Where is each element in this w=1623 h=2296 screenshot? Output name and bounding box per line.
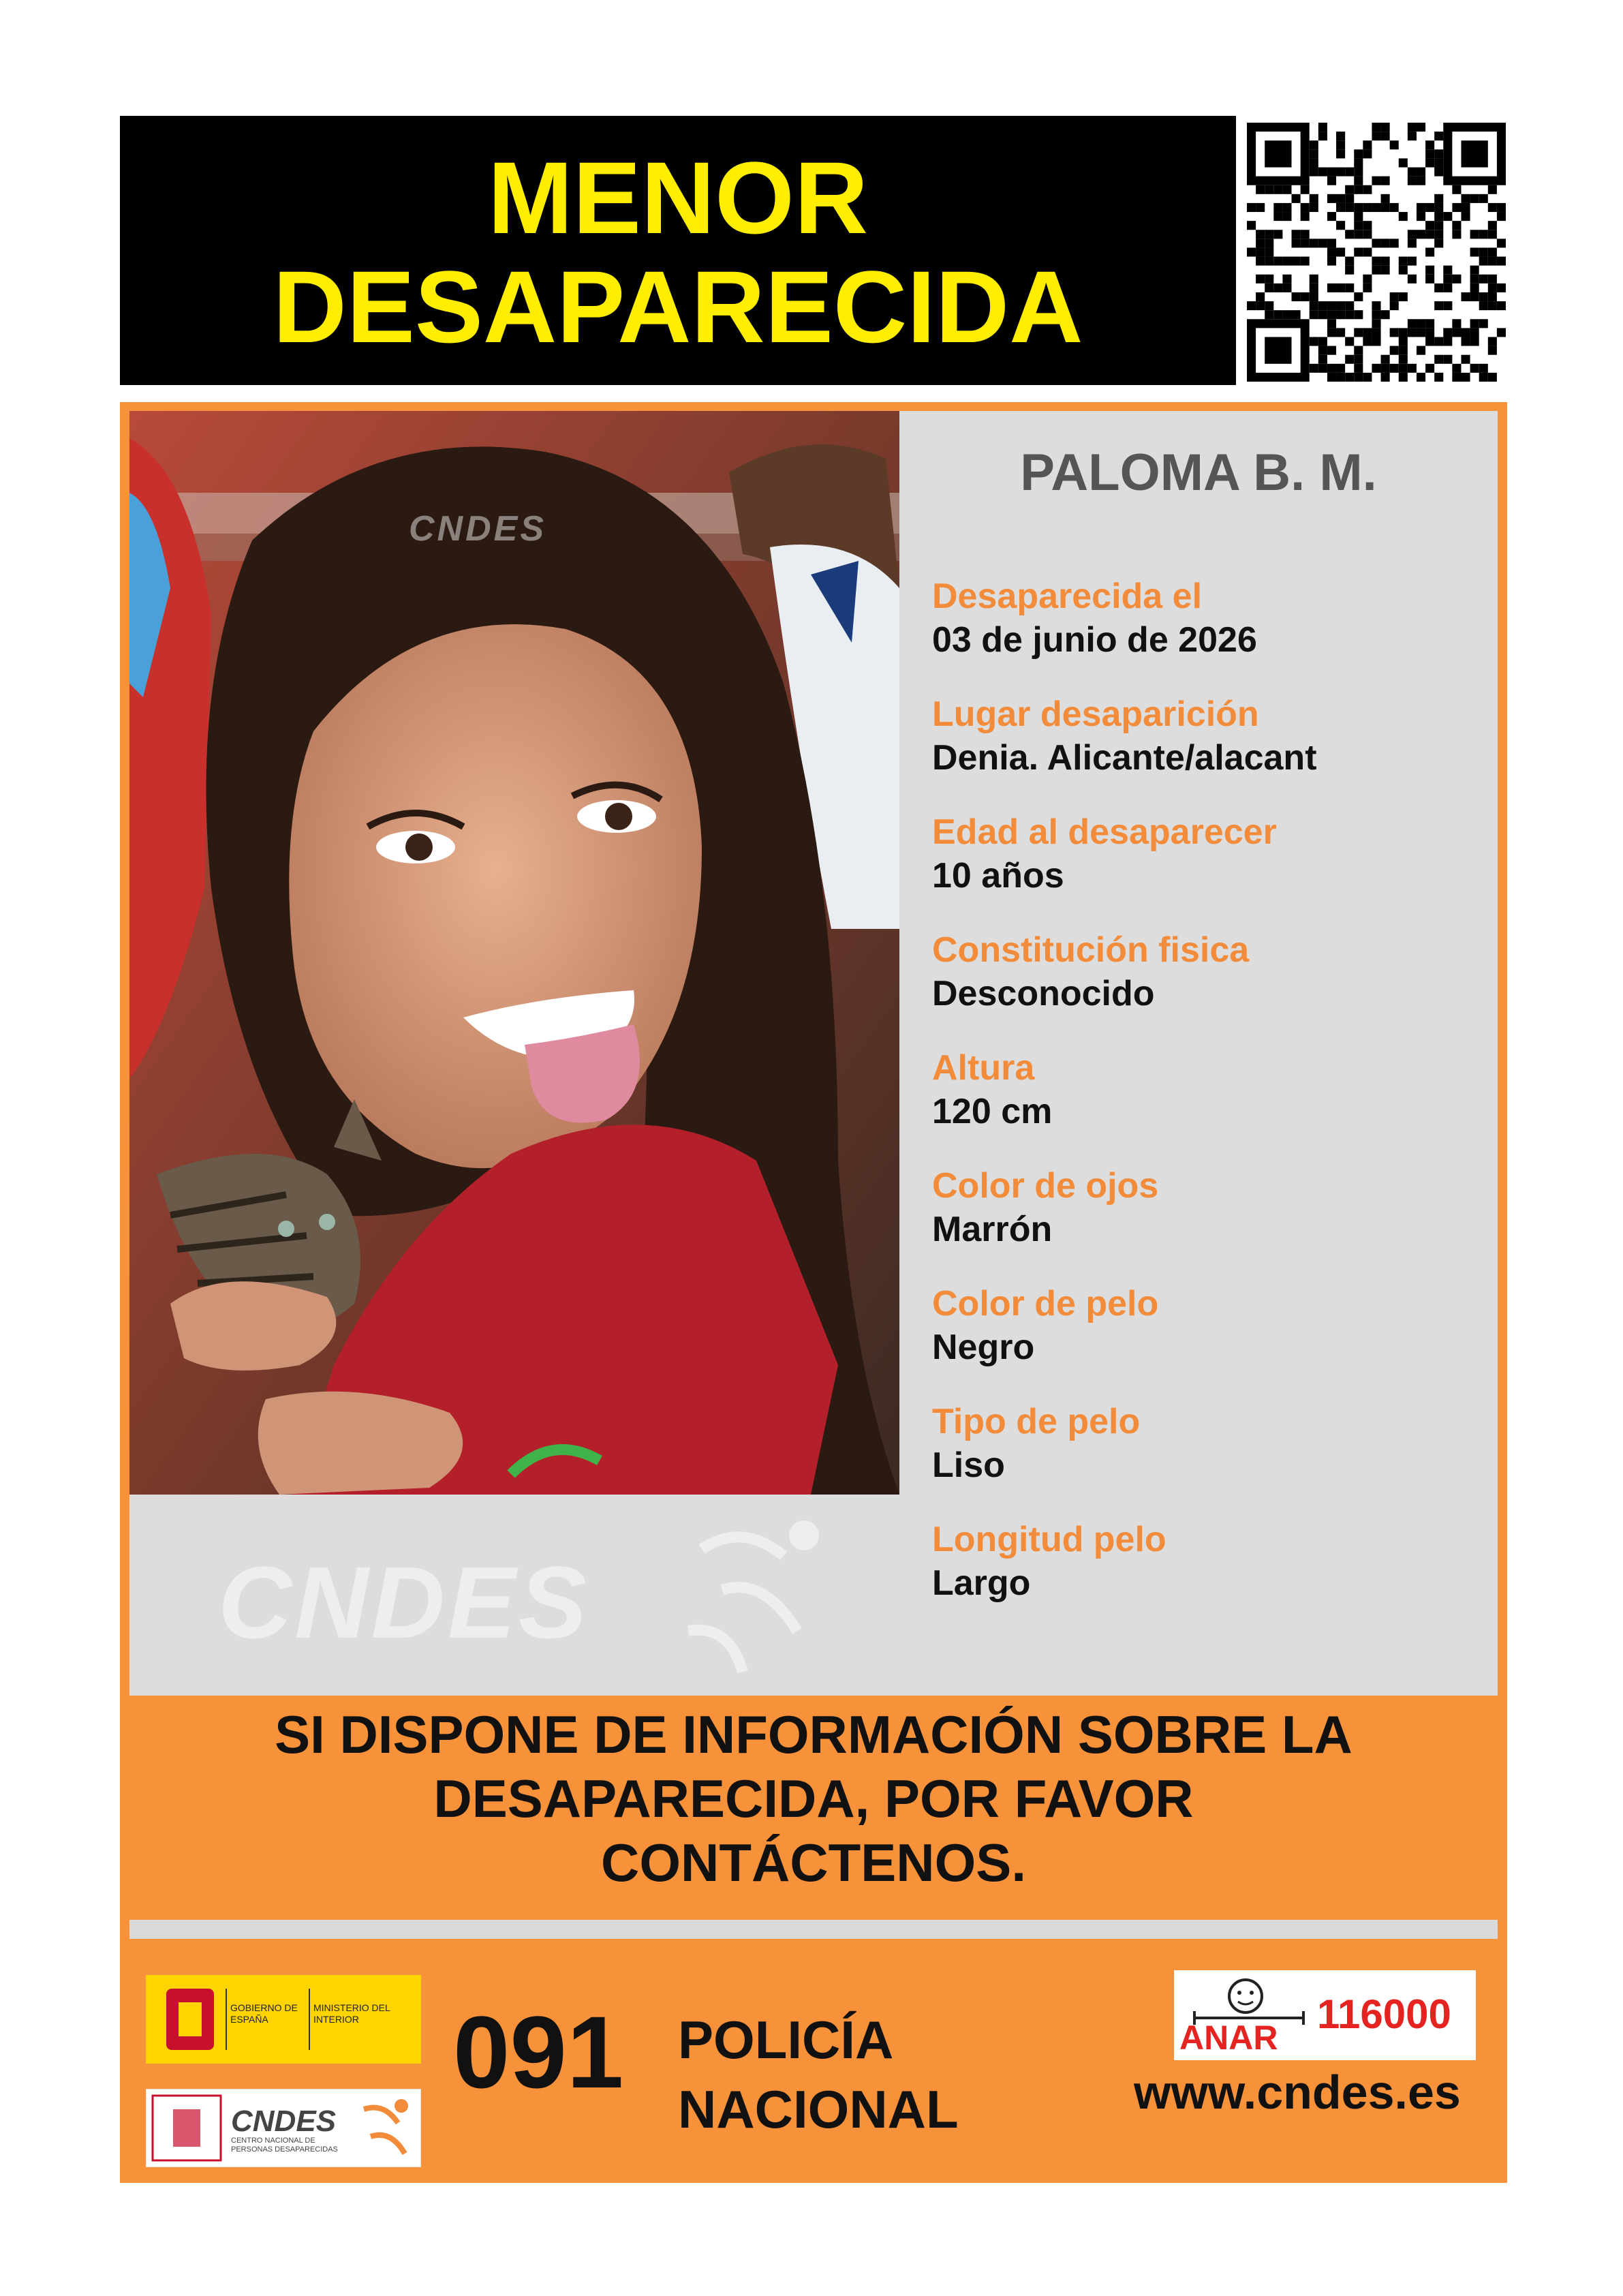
field-value: Largo [932,1563,1031,1603]
ministry-text: MINISTERIO DEL INTERIOR [313,2002,390,2025]
field-label: Desaparecida el [932,577,1203,616]
title-line-2: DESAPARECIDA [273,249,1083,364]
police-label-line-2: NACIONAL [678,2079,959,2139]
field-label: Color de pelo [932,1284,1159,1323]
watermark-figures-icon [688,1537,797,1672]
field-value: 03 de junio de 2026 [932,620,1257,660]
missing-person-photo [129,411,899,1495]
emergency-phone-number[interactable]: 091 [453,1995,624,2109]
anar-name: ANAR [1179,2019,1278,2057]
title-line-1: MENOR [487,140,869,255]
field-value: Desconocido [932,974,1155,1013]
gobierno-espana-logo [146,1975,421,2064]
cndes-logo [146,2089,421,2167]
anar-badge [1174,1970,1476,2060]
field-label: Color de ojos [932,1166,1159,1206]
divider [129,1920,1498,1939]
call-to-action [120,1702,1507,1895]
police-label-line-1: POLICÍA [678,2010,894,2070]
qr-code[interactable] [1247,123,1506,382]
field-value: Marrón [932,1210,1053,1249]
qr-code-icon [1247,123,1506,382]
watermark-area [129,1495,899,1696]
cndes-logo-text: CNDES [231,2104,337,2138]
watermark-text: CNDES [218,1545,590,1659]
cndes-logo-graphic [146,2089,421,2167]
photo-watermark: CNDES [409,509,547,549]
cndes-logo-subtitle: CENTRO NACIONAL DE PERSONAS DESAPARECIDAS [231,2137,338,2154]
portrait-illustration [129,411,899,1495]
field-value: Liso [932,1445,1005,1485]
watermark-head-icon [789,1520,819,1550]
anar-phone[interactable]: 116000 [1317,1991,1451,2037]
title-banner [120,116,1236,385]
field-label: Altura [932,1048,1035,1088]
gov-text: GOBIERNO DE ESPAÑA [230,2002,298,2025]
field-label: Tipo de pelo [932,1402,1141,1441]
cta-line-2: DESAPARECIDA, POR FAVOR [433,1769,1194,1828]
cta-line-3: CONTÁCTENOS. [601,1833,1026,1893]
field-label: Lugar desaparición [932,694,1259,734]
person-name: PALOMA B. M. [1020,444,1377,502]
field-value: 10 años [932,856,1064,896]
field-value: Denia. Alicante/alacant [932,738,1317,778]
coat-of-arms-icon [146,1975,421,2064]
field-label: Constitución fisica [932,930,1250,970]
cndes-watermark [129,1495,899,1696]
cta-line-1: SI DISPONE DE INFORMACIÓN SOBRE LA [275,1704,1352,1764]
field-label: Edad al desaparecer [932,812,1277,852]
field-label: Longitud pelo [932,1520,1166,1559]
field-value: 120 cm [932,1092,1053,1131]
website-link[interactable]: www.cndes.es [1134,2066,1461,2119]
field-value: Negro [932,1328,1035,1367]
